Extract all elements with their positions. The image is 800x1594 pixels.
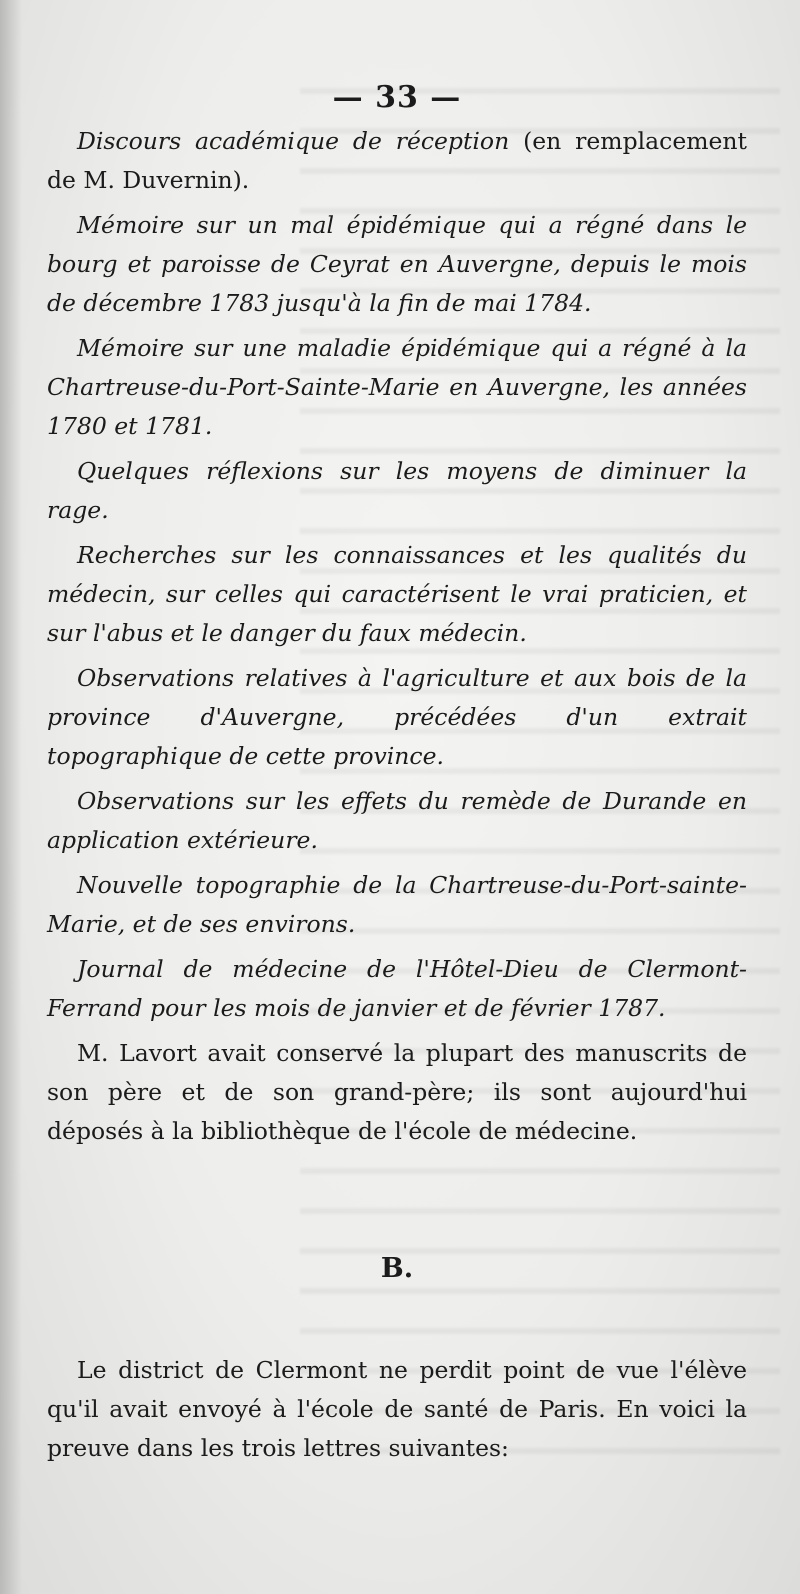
paragraph-district: Le district de Clermont ne perdit point de vue l'élève qu'il avait envoyé à l'école de santé de Paris. En voici la preuve dans les trois lettres suivantes:: [47, 1356, 747, 1462]
page-content: [47, 78, 747, 1468]
paragraph-manuscripts: M. Lavort avait conservé la plupart des manuscrits de son père et de son grand-père; ils sont aujourd'hui déposés à la bibliothèque de l'école de médecine.: [47, 1039, 747, 1145]
entry-title: Observations relatives à l'agriculture et aux bois de la province d'Auvergne, précédées d'un extrait topographique de cette province.: [47, 664, 747, 770]
entry-title: Observations sur les effets du remède de Durande en application extérieure.: [47, 787, 747, 854]
entry-title: Nouvelle topographie de la Chartreuse-du-Port-sainte-Marie, et de ses environs.: [47, 871, 747, 938]
gutter-shadow: [0, 0, 22, 1594]
bibliography-entry-1: [47, 122, 747, 200]
entry-title: Journal de médecine de l'Hôtel-Dieu de Clermont-Ferrand pour les mois de janvier et de février 1787.: [47, 955, 747, 1022]
entry-note: (en remplacement de M. Duvernin).: [47, 127, 748, 194]
entry-title: Quelques réflexions sur les moyens de diminuer la rage.: [47, 457, 747, 524]
entry-title: Mémoire sur un mal épidémique qui a régné dans le bourg et paroisse de Ceyrat en Auvergne, depuis le mois de décembre 1783 jusqu'à la fin de mai 1784.: [47, 211, 747, 317]
bibliography-entry-2: [47, 206, 747, 323]
entry-title: Mémoire sur une maladie épidémique qui a régné à la Chartreuse-du-Port-Sainte-Marie en Auvergne, les années 1780 et 1781.: [47, 334, 747, 440]
bibliography-entry-5: [47, 536, 747, 653]
section-heading: B.: [380, 1253, 414, 1284]
page-number: — 33 —: [332, 80, 462, 115]
bibliography-entry-3: [47, 329, 747, 446]
bibliography-entry-4: [47, 452, 747, 530]
bibliography-entry-8: [47, 866, 747, 944]
entry-title: Recherches sur les connaissances et les qualités du médecin, sur celles qui caractérisent le vrai praticien, et sur l'abus et le danger du faux médecin.: [47, 541, 747, 647]
bibliography-entry-9: [47, 950, 747, 1028]
bibliography-entry-6: [47, 659, 747, 776]
entry-title: Discours académique de réception: [77, 127, 510, 155]
bibliography-entry-7: [47, 782, 747, 860]
